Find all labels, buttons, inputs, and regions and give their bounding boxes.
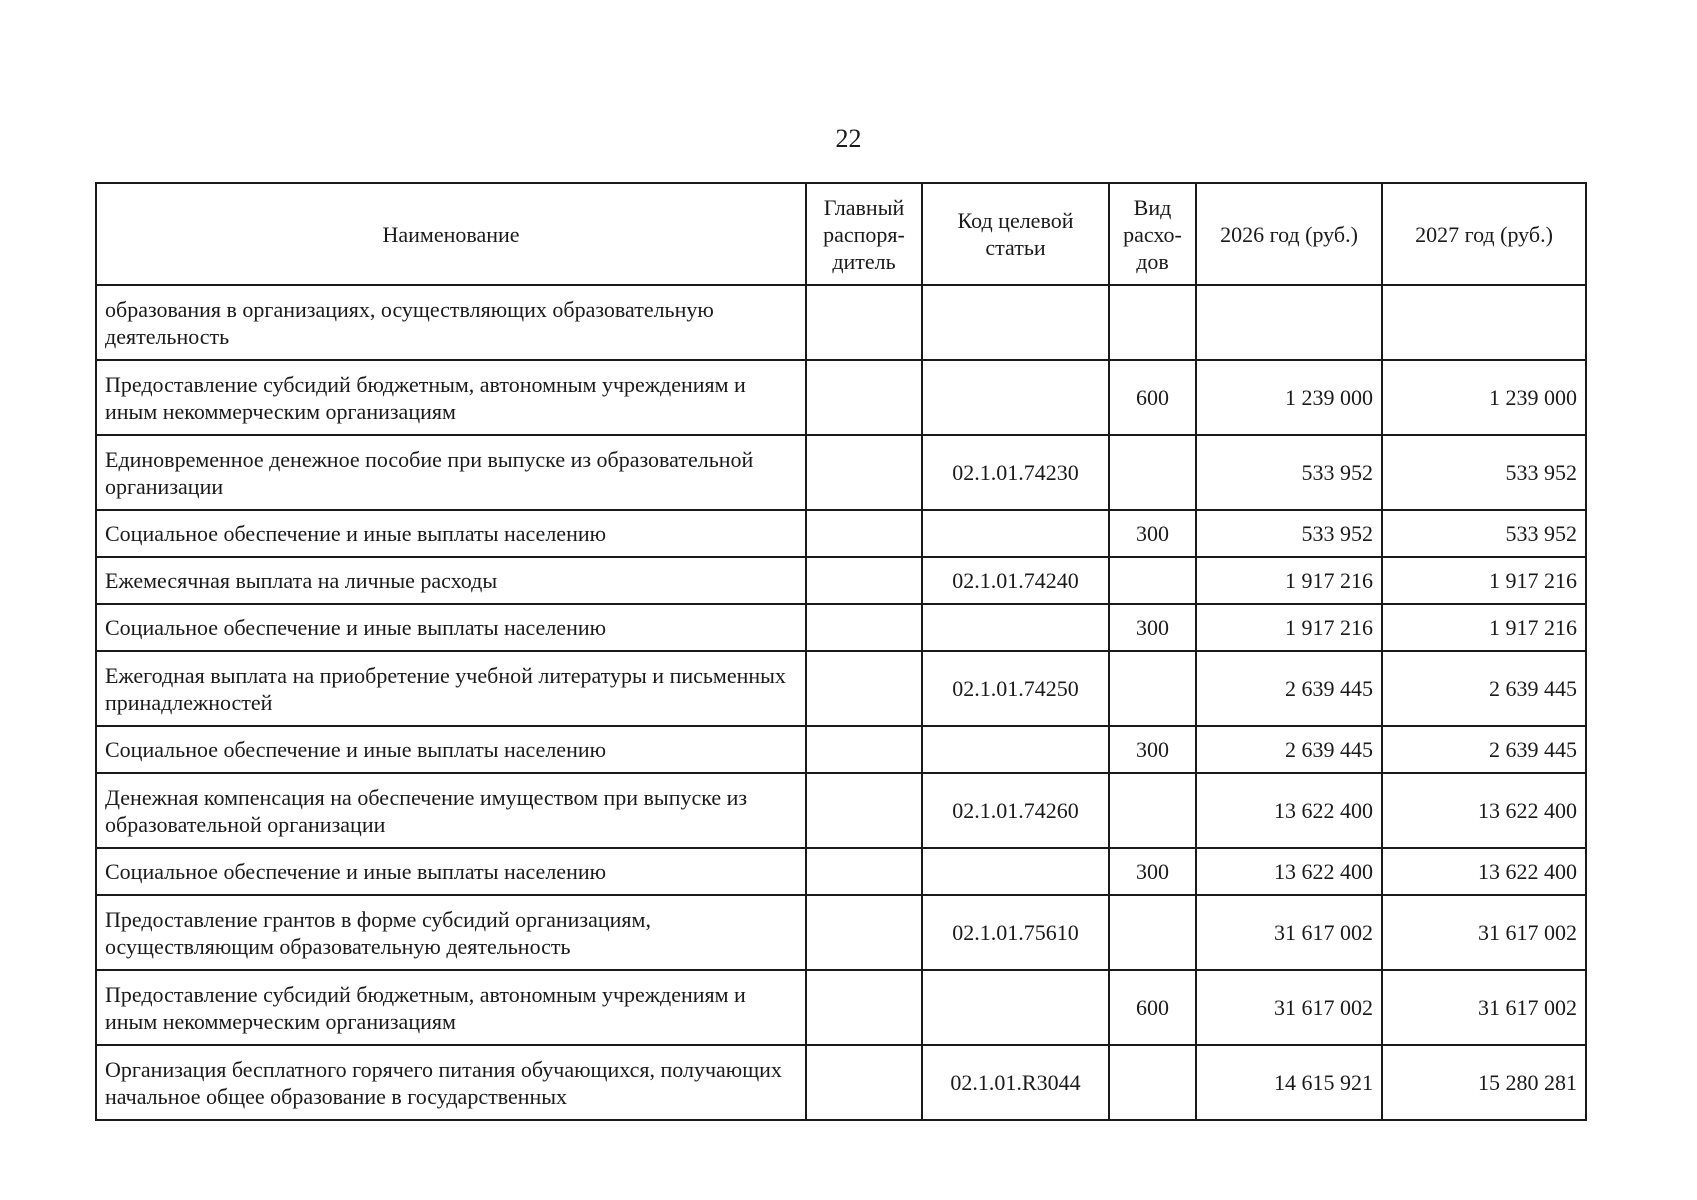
cell-name: образования в организациях, осуществляющих образовательную деятельность: [96, 285, 806, 360]
cell-expense-kind: [1109, 773, 1196, 848]
table-row: [96, 970, 1586, 1045]
table-row: [96, 435, 1586, 510]
cell-name: Социальное обеспечение и иные выплаты населению: [96, 510, 806, 557]
cell-2027: 1 917 216: [1382, 557, 1586, 604]
cell-main-manager: [806, 895, 922, 970]
cell-2026: 31 617 002: [1196, 895, 1382, 970]
cell-2027: 13 622 400: [1382, 848, 1586, 895]
table-row: [96, 557, 1586, 604]
table-row: [96, 510, 1586, 557]
cell-expense-kind: [1109, 557, 1196, 604]
cell-name: Социальное обеспечение и иные выплаты населению: [96, 848, 806, 895]
cell-target-code: [922, 360, 1109, 435]
cell-2026: 13 622 400: [1196, 773, 1382, 848]
header-year-2027: 2027 год (руб.): [1382, 183, 1586, 285]
cell-expense-kind: 600: [1109, 970, 1196, 1045]
table-row: [96, 895, 1586, 970]
cell-2027: 1 917 216: [1382, 604, 1586, 651]
cell-main-manager: [806, 285, 922, 360]
cell-expense-kind: [1109, 1045, 1196, 1120]
cell-2026: 533 952: [1196, 435, 1382, 510]
cell-target-code: 02.1.01.74240: [922, 557, 1109, 604]
cell-target-code: [922, 510, 1109, 557]
cell-2026: 2 639 445: [1196, 651, 1382, 726]
cell-name: Денежная компенсация на обеспечение имуществом при выпуске из образовательной организации: [96, 773, 806, 848]
cell-2027: 533 952: [1382, 435, 1586, 510]
cell-2026: 1 917 216: [1196, 557, 1382, 604]
cell-name: Ежегодная выплата на приобретение учебной литературы и письменных принадлежностей: [96, 651, 806, 726]
table-row: [96, 651, 1586, 726]
cell-expense-kind: [1109, 651, 1196, 726]
cell-target-code: [922, 285, 1109, 360]
cell-target-code: [922, 726, 1109, 773]
cell-main-manager: [806, 510, 922, 557]
cell-2027: 1 239 000: [1382, 360, 1586, 435]
header-name: Наименование: [96, 183, 806, 285]
cell-name: Организация бесплатного горячего питания обучающихся, получающих начальное общее образование в государственных: [96, 1045, 806, 1120]
cell-2026: 2 639 445: [1196, 726, 1382, 773]
cell-name: Предоставление субсидий бюджетным, автономным учреждениям и иным некоммерческим организациям: [96, 360, 806, 435]
cell-2027: 31 617 002: [1382, 895, 1586, 970]
table-row: [96, 285, 1586, 360]
header-expense-kind: Вид расхо-дов: [1109, 183, 1196, 285]
cell-2026: 13 622 400: [1196, 848, 1382, 895]
cell-2027: 533 952: [1382, 510, 1586, 557]
cell-expense-kind: [1109, 895, 1196, 970]
cell-main-manager: [806, 360, 922, 435]
cell-2027: [1382, 285, 1586, 360]
cell-expense-kind: [1109, 435, 1196, 510]
cell-expense-kind: 300: [1109, 604, 1196, 651]
cell-name: Социальное обеспечение и иные выплаты населению: [96, 604, 806, 651]
table-row: [96, 726, 1586, 773]
table-row: [96, 604, 1586, 651]
cell-target-code: 02.1.01.74230: [922, 435, 1109, 510]
page-number: 22: [835, 124, 862, 153]
cell-2026: 31 617 002: [1196, 970, 1382, 1045]
cell-name: Социальное обеспечение и иные выплаты населению: [96, 726, 806, 773]
cell-target-code: 02.1.01.74250: [922, 651, 1109, 726]
cell-main-manager: [806, 773, 922, 848]
cell-name: Единовременное денежное пособие при выпуске из образовательной организации: [96, 435, 806, 510]
cell-target-code: [922, 848, 1109, 895]
cell-2026: 533 952: [1196, 510, 1382, 557]
cell-target-code: [922, 604, 1109, 651]
cell-expense-kind: [1109, 285, 1196, 360]
cell-target-code: 02.1.01.75610: [922, 895, 1109, 970]
cell-main-manager: [806, 557, 922, 604]
header-main-manager: Главный распоря-дитель: [806, 183, 922, 285]
cell-expense-kind: 600: [1109, 360, 1196, 435]
cell-2027: 31 617 002: [1382, 970, 1586, 1045]
cell-name: Предоставление грантов в форме субсидий организациям, осуществляющим образовательную деятельность: [96, 895, 806, 970]
cell-expense-kind: 300: [1109, 848, 1196, 895]
header-year-2026: 2026 год (руб.): [1196, 183, 1382, 285]
cell-name: Ежемесячная выплата на личные расходы: [96, 557, 806, 604]
table-row: [96, 848, 1586, 895]
cell-2026: 14 615 921: [1196, 1045, 1382, 1120]
cell-expense-kind: 300: [1109, 510, 1196, 557]
cell-target-code: [922, 970, 1109, 1045]
cell-main-manager: [806, 726, 922, 773]
cell-main-manager: [806, 604, 922, 651]
table-row: [96, 1045, 1586, 1120]
cell-2027: 2 639 445: [1382, 651, 1586, 726]
cell-2026: 1 917 216: [1196, 604, 1382, 651]
table-row: [96, 360, 1586, 435]
cell-name: Предоставление субсидий бюджетным, автономным учреждениям и иным некоммерческим организациям: [96, 970, 806, 1045]
cell-2026: [1196, 285, 1382, 360]
cell-main-manager: [806, 970, 922, 1045]
table-header-row: [96, 183, 1586, 285]
cell-main-manager: [806, 1045, 922, 1120]
cell-2027: 2 639 445: [1382, 726, 1586, 773]
cell-2027: 13 622 400: [1382, 773, 1586, 848]
cell-target-code: 02.1.01.74260: [922, 773, 1109, 848]
cell-expense-kind: 300: [1109, 726, 1196, 773]
cell-2027: 15 280 281: [1382, 1045, 1586, 1120]
cell-main-manager: [806, 435, 922, 510]
budget-table: [95, 182, 1587, 1121]
cell-main-manager: [806, 651, 922, 726]
header-target-code: Код целевой статьи: [922, 183, 1109, 285]
cell-2026: 1 239 000: [1196, 360, 1382, 435]
cell-main-manager: [806, 848, 922, 895]
table-row: [96, 773, 1586, 848]
cell-target-code: 02.1.01.R3044: [922, 1045, 1109, 1120]
